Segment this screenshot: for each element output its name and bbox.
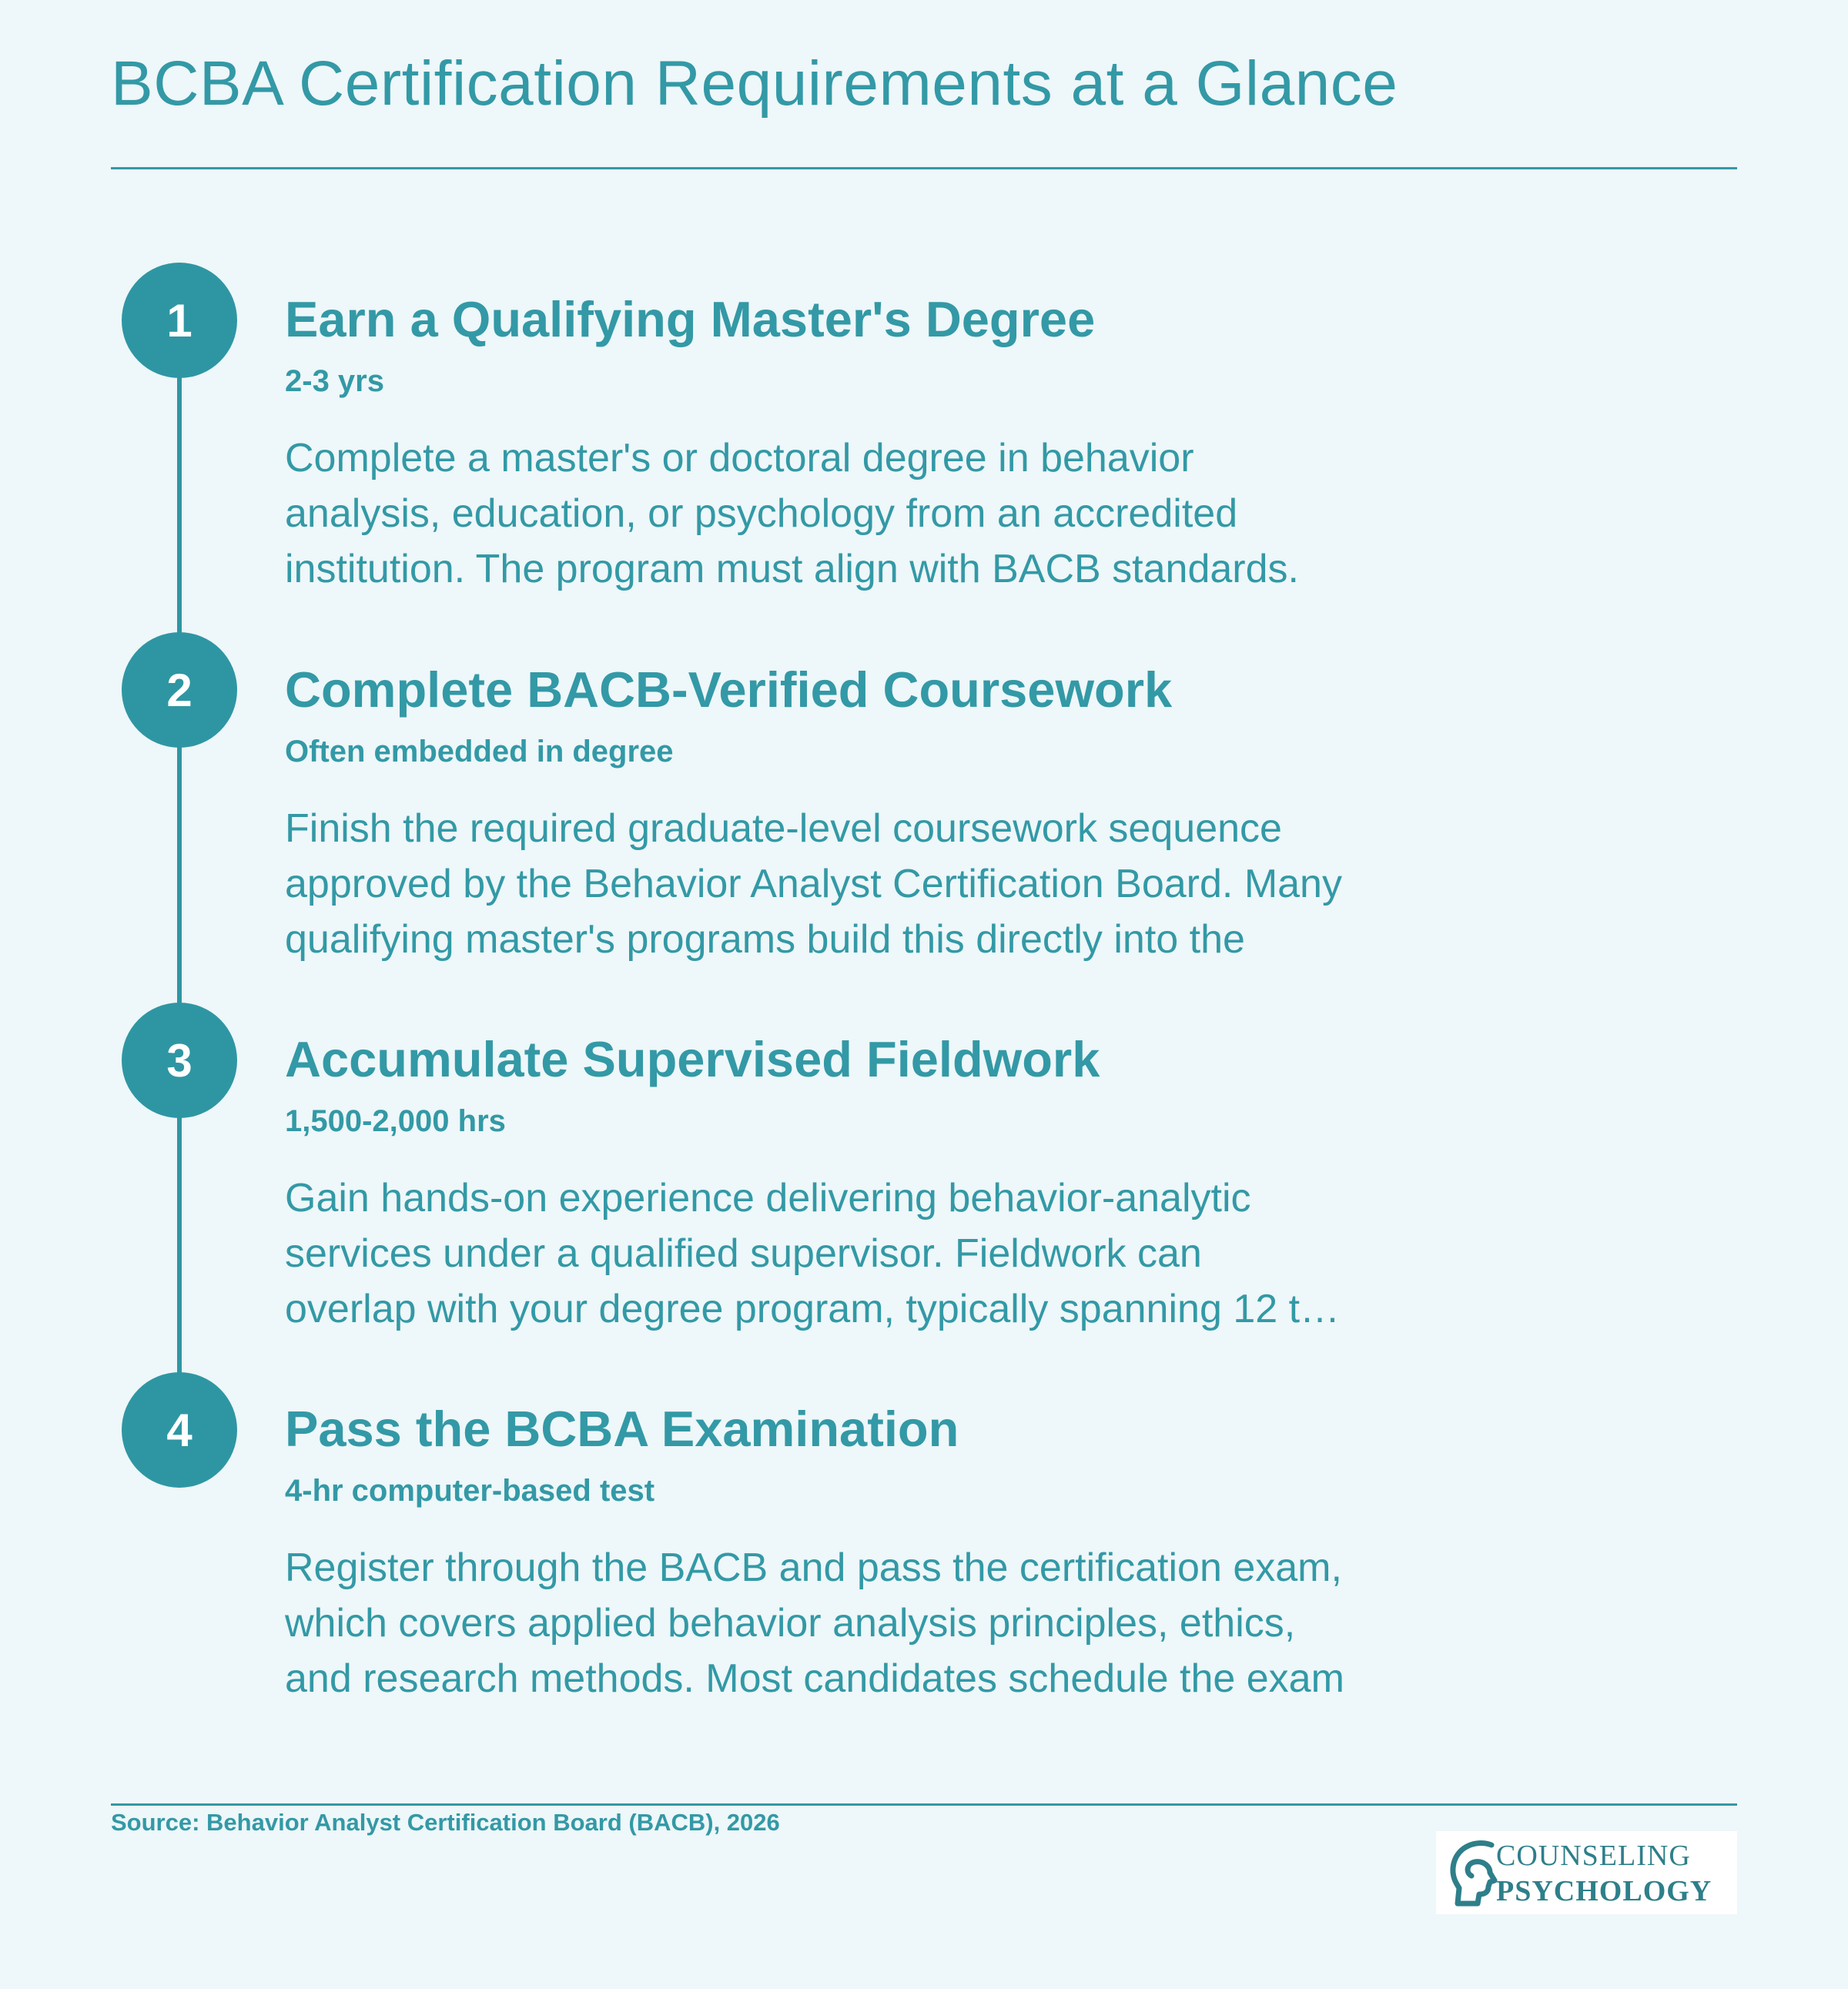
step-4-number-badge: 4 bbox=[122, 1372, 237, 1488]
step-4-description bbox=[285, 1540, 1455, 1706]
step-2 bbox=[285, 659, 1478, 967]
step-1-description-line: analysis, education, or psychology from an accredited bbox=[285, 491, 1238, 536]
step-3-description-line: services under a qualified supervisor. Fieldwork can bbox=[285, 1231, 1202, 1276]
step-3 bbox=[285, 1029, 1478, 1337]
counseling-psychology-logo bbox=[1436, 1831, 1737, 1914]
step-2-description-line: approved by the Behavior Analyst Certification Board. Many bbox=[285, 862, 1342, 906]
step-1-description-line: institution. The program must align with BACB standards. bbox=[285, 547, 1299, 591]
step-1-description-line: Complete a master's or doctoral degree in behavior bbox=[285, 436, 1194, 481]
step-2-description-line: Finish the required graduate-level coursework sequence bbox=[285, 806, 1282, 851]
step-4-heading: Pass the BCBA Examination bbox=[285, 1401, 959, 1457]
step-3-description-line: Gain hands-on experience delivering behavior-analytic bbox=[285, 1176, 1251, 1221]
step-4-description-line: which covers applied behavior analysis principles, ethics, bbox=[285, 1601, 1296, 1646]
source-text: Source: Behavior Analyst Certification Board (BACB), 2026 bbox=[111, 1809, 780, 1836]
page-title: BCBA Certification Requirements at a Glance bbox=[111, 49, 1398, 119]
logo-line-2: PSYCHOLOGY bbox=[1496, 1875, 1712, 1907]
step-3-heading: Accumulate Supervised Fieldwork bbox=[285, 1031, 1100, 1087]
step-1-description bbox=[285, 430, 1455, 597]
source-citation bbox=[111, 1810, 780, 1836]
step-1-number-badge: 1 bbox=[122, 263, 237, 378]
step-3-number-badge: 3 bbox=[122, 1003, 237, 1118]
step-2-duration: Often embedded in degree bbox=[285, 735, 674, 768]
step-4-description-line: Register through the BACB and pass the certification exam, bbox=[285, 1545, 1342, 1590]
footer-divider bbox=[111, 1803, 1737, 1806]
step-4-duration: 4-hr computer-based test bbox=[285, 1474, 655, 1508]
step-4-description-line: and research methods. Most candidates schedule the exam bbox=[285, 1656, 1344, 1701]
timeline-connector bbox=[177, 308, 182, 1440]
logo-line-1: COUNSELING bbox=[1496, 1840, 1691, 1872]
step-2-description-line: qualifying master's programs build this directly into the bbox=[285, 917, 1245, 962]
step-3-description bbox=[285, 1170, 1455, 1337]
step-1-duration: 2-3 yrs bbox=[285, 364, 384, 398]
step-2-description bbox=[285, 801, 1455, 967]
step-3-duration: 1,500-2,000 hrs bbox=[285, 1104, 506, 1138]
step-1 bbox=[285, 289, 1478, 597]
step-2-number-badge: 2 bbox=[122, 632, 237, 748]
step-2-heading: Complete BACB-Verified Coursework bbox=[285, 661, 1173, 718]
title-divider bbox=[111, 167, 1737, 169]
step-3-description-line: overlap with your degree program, typically spanning 12 t… bbox=[285, 1287, 1341, 1331]
step-4 bbox=[285, 1398, 1478, 1706]
step-1-heading: Earn a Qualifying Master's Degree bbox=[285, 291, 1096, 347]
